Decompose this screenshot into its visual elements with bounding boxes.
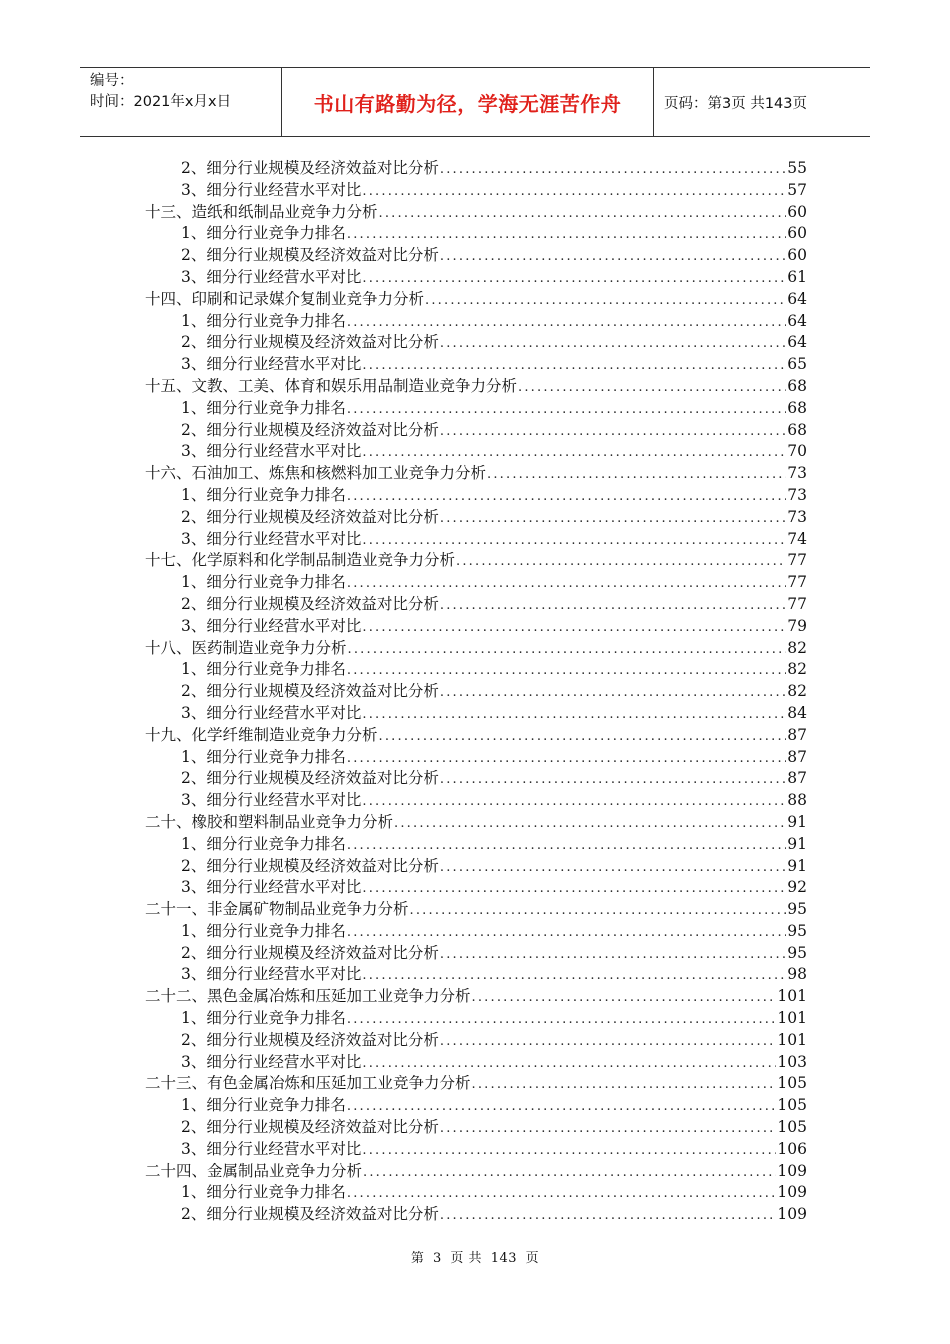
toc-page-number: 109 bbox=[777, 1183, 807, 1202]
toc-chapter-entry[interactable] bbox=[145, 376, 807, 398]
toc-entry-title: 十七、化学原料和化学制品制造业竞争力分析 bbox=[145, 551, 456, 570]
page-footer bbox=[0, 1247, 950, 1266]
toc-entry-title: 1、细分行业竞争力排名 bbox=[181, 311, 346, 330]
toc-page-number: 95 bbox=[787, 921, 807, 940]
toc-entry-title: 2、细分行业规模及经济效益对比分析 bbox=[181, 246, 439, 265]
toc-section-entry[interactable] bbox=[145, 158, 807, 180]
toc-dot-leader bbox=[410, 900, 787, 922]
toc-page-number: 60 bbox=[787, 202, 807, 221]
footer-total-pages: 143 bbox=[490, 1251, 518, 1266]
toc-page-number: 95 bbox=[787, 943, 807, 962]
toc-page-number: 70 bbox=[787, 442, 807, 461]
toc-entry-title: 2、细分行业规模及经济效益对比分析 bbox=[181, 159, 439, 177]
toc-dot-leader bbox=[362, 617, 786, 639]
toc-page-number: 87 bbox=[787, 725, 807, 744]
toc-chapter-entry[interactable] bbox=[145, 812, 807, 834]
toc-entry-title: 1、细分行业竞争力排名 bbox=[181, 921, 346, 940]
toc-page-number: 105 bbox=[777, 1118, 807, 1137]
toc-section-entry[interactable] bbox=[145, 180, 807, 202]
toc-section-entry[interactable] bbox=[145, 1008, 807, 1030]
toc-dot-leader bbox=[440, 333, 786, 355]
toc-page-number: 68 bbox=[787, 376, 807, 395]
toc-dot-leader bbox=[347, 835, 786, 857]
toc-page-number: 101 bbox=[777, 1030, 807, 1049]
toc-section-entry[interactable] bbox=[145, 529, 807, 551]
toc-dot-leader bbox=[425, 290, 786, 312]
toc-dot-leader bbox=[347, 1096, 777, 1118]
toc-entry-title: 二十三、有色金属冶炼和压延加工业竞争力分析 bbox=[145, 1074, 471, 1093]
footer-current-page: 3 bbox=[432, 1251, 442, 1266]
toc-dot-leader bbox=[362, 965, 786, 987]
toc-section-entry[interactable] bbox=[145, 267, 807, 289]
toc-dot-leader bbox=[362, 878, 786, 900]
toc-page-number: 105 bbox=[777, 1074, 807, 1093]
toc-section-entry[interactable] bbox=[145, 703, 807, 725]
toc-dot-leader bbox=[347, 224, 786, 246]
toc-entry-title: 2、细分行业规模及经济效益对比分析 bbox=[181, 682, 439, 701]
toc-chapter-entry[interactable] bbox=[145, 463, 807, 485]
toc-dot-leader bbox=[347, 486, 786, 508]
toc-section-entry[interactable] bbox=[145, 441, 807, 463]
toc-entry-title: 二十四、金属制品业竞争力分析 bbox=[145, 1161, 363, 1180]
toc-entry-title: 十四、印刷和记录媒介复制业竞争力分析 bbox=[145, 289, 425, 308]
toc-dot-leader bbox=[347, 573, 786, 595]
toc-dot-leader bbox=[347, 1009, 777, 1031]
toc-page-number: 101 bbox=[777, 987, 807, 1006]
toc-dot-leader bbox=[440, 857, 786, 879]
toc-entry-title: 1、细分行业竞争力排名 bbox=[181, 224, 346, 243]
toc-entry-title: 3、细分行业经营水平对比 bbox=[181, 267, 362, 286]
toc-page-number: 82 bbox=[787, 682, 807, 701]
toc-page-number: 82 bbox=[787, 638, 807, 657]
toc-entry-title: 3、细分行业经营水平对比 bbox=[181, 1052, 362, 1071]
toc-section-entry[interactable] bbox=[145, 311, 807, 333]
toc-section-entry[interactable] bbox=[145, 943, 807, 965]
toc-page-number: 64 bbox=[787, 333, 807, 352]
toc-entry-title: 二十一、非金属矿物制品业竞争力分析 bbox=[145, 900, 409, 919]
toc-chapter-entry[interactable] bbox=[145, 986, 807, 1008]
toc-section-entry[interactable] bbox=[145, 747, 807, 769]
toc-dot-leader bbox=[440, 159, 786, 181]
toc-section-entry[interactable] bbox=[145, 790, 807, 812]
toc-entry-title: 1、细分行业竞争力排名 bbox=[181, 747, 346, 766]
toc-entry-title: 1、细分行业竞争力排名 bbox=[181, 834, 346, 853]
toc-dot-leader bbox=[394, 813, 786, 835]
toc-page-number: 61 bbox=[787, 267, 807, 286]
toc-entry-title: 3、细分行业经营水平对比 bbox=[181, 878, 362, 897]
toc-dot-leader bbox=[362, 791, 786, 813]
toc-entry-title: 十八、医药制造业竞争力分析 bbox=[145, 638, 347, 657]
toc-page-number: 84 bbox=[787, 703, 807, 722]
toc-entry-title: 十六、石油加工、炼焦和核燃料加工业竞争力分析 bbox=[145, 464, 487, 483]
toc-dot-leader bbox=[347, 1183, 777, 1205]
toc-section-entry[interactable] bbox=[145, 659, 807, 681]
toc-dot-leader bbox=[347, 922, 786, 944]
toc-section-entry[interactable] bbox=[145, 572, 807, 594]
toc-section-entry[interactable] bbox=[145, 420, 807, 442]
toc-page-number: 77 bbox=[787, 573, 807, 592]
toc-entry-title: 1、细分行业竞争力排名 bbox=[181, 573, 346, 592]
toc-section-entry[interactable] bbox=[145, 1117, 807, 1139]
toc-entry-title: 二十二、黑色金属冶炼和压延加工业竞争力分析 bbox=[145, 987, 471, 1006]
toc-chapter-entry[interactable] bbox=[145, 638, 807, 660]
toc-chapter-entry[interactable] bbox=[145, 725, 807, 747]
toc-page-number: 57 bbox=[787, 180, 807, 199]
toc-section-entry[interactable] bbox=[145, 964, 807, 986]
toc-dot-leader bbox=[472, 987, 777, 1009]
toc-chapter-entry[interactable] bbox=[145, 550, 807, 572]
toc-chapter-entry[interactable] bbox=[145, 899, 807, 921]
table-of-contents bbox=[145, 158, 807, 1226]
toc-page-number: 68 bbox=[787, 398, 807, 417]
toc-section-entry[interactable] bbox=[145, 223, 807, 245]
toc-page-number: 65 bbox=[787, 355, 807, 374]
toc-entry-title: 3、细分行业经营水平对比 bbox=[181, 529, 362, 548]
toc-section-entry[interactable] bbox=[145, 1095, 807, 1117]
toc-dot-leader bbox=[363, 1162, 776, 1184]
toc-page-number: 109 bbox=[777, 1205, 807, 1224]
toc-dot-leader bbox=[440, 1118, 777, 1140]
toc-section-entry[interactable] bbox=[145, 1204, 807, 1226]
page-header bbox=[80, 67, 870, 137]
toc-dot-leader bbox=[362, 268, 786, 290]
toc-dot-leader bbox=[440, 769, 786, 791]
toc-entry-title: 1、细分行业竞争力排名 bbox=[181, 1183, 346, 1202]
toc-section-entry[interactable] bbox=[145, 354, 807, 376]
toc-section-entry[interactable] bbox=[145, 245, 807, 267]
toc-section-entry[interactable] bbox=[145, 332, 807, 354]
toc-entry-title: 2、细分行业规模及经济效益对比分析 bbox=[181, 856, 439, 875]
toc-entry-title: 3、细分行业经营水平对比 bbox=[181, 791, 362, 810]
toc-entry-title: 2、细分行业规模及经济效益对比分析 bbox=[181, 1030, 439, 1049]
toc-dot-leader bbox=[347, 312, 786, 334]
toc-dot-leader bbox=[440, 421, 786, 443]
toc-entry-title: 1、细分行业竞争力排名 bbox=[181, 1096, 346, 1115]
toc-dot-leader bbox=[440, 682, 786, 704]
date-label: 时间：2021年x月x日 bbox=[90, 94, 232, 110]
toc-dot-leader bbox=[440, 595, 786, 617]
toc-section-entry[interactable] bbox=[145, 768, 807, 790]
toc-page-number: 68 bbox=[787, 420, 807, 439]
toc-page-number: 103 bbox=[777, 1052, 807, 1071]
toc-page-number: 73 bbox=[787, 464, 807, 483]
toc-page-number: 60 bbox=[787, 224, 807, 243]
toc-page-number: 92 bbox=[787, 878, 807, 897]
toc-dot-leader bbox=[362, 1053, 776, 1075]
toc-dot-leader bbox=[362, 442, 786, 464]
toc-section-entry[interactable] bbox=[145, 1182, 807, 1204]
toc-dot-leader bbox=[456, 551, 786, 573]
toc-page-number: 55 bbox=[787, 159, 807, 177]
toc-entry-title: 3、细分行业经营水平对比 bbox=[181, 355, 362, 374]
toc-page-number: 98 bbox=[787, 965, 807, 984]
toc-entry-title: 2、细分行业规模及经济效益对比分析 bbox=[181, 420, 439, 439]
toc-chapter-entry[interactable] bbox=[145, 1161, 807, 1183]
toc-section-entry[interactable] bbox=[145, 398, 807, 420]
toc-dot-leader bbox=[440, 246, 786, 268]
toc-entry-title: 1、细分行业竞争力排名 bbox=[181, 485, 346, 504]
toc-dot-leader bbox=[379, 203, 787, 225]
toc-dot-leader bbox=[379, 726, 787, 748]
toc-entry-title: 2、细分行业规模及经济效益对比分析 bbox=[181, 333, 439, 352]
toc-entry-title: 3、细分行业经营水平对比 bbox=[181, 1139, 362, 1158]
toc-page-number: 73 bbox=[787, 485, 807, 504]
toc-section-entry[interactable] bbox=[145, 921, 807, 943]
toc-section-entry[interactable] bbox=[145, 485, 807, 507]
toc-entry-title: 2、细分行业规模及经济效益对比分析 bbox=[181, 1205, 439, 1224]
toc-dot-leader bbox=[362, 355, 786, 377]
toc-entry-title: 3、细分行业经营水平对比 bbox=[181, 180, 362, 199]
footer-suffix: 页 bbox=[525, 1251, 540, 1266]
toc-page-number: 109 bbox=[777, 1161, 807, 1180]
toc-entry-title: 十五、文教、工美、体育和娱乐用品制造业竞争力分析 bbox=[145, 376, 518, 395]
toc-entry-title: 二十、橡胶和塑料制品业竞争力分析 bbox=[145, 812, 394, 831]
toc-section-entry[interactable] bbox=[145, 594, 807, 616]
toc-entry-title: 2、细分行业规模及经济效益对比分析 bbox=[181, 943, 439, 962]
toc-dot-leader bbox=[362, 530, 786, 552]
toc-page-number: 88 bbox=[787, 791, 807, 810]
toc-chapter-entry[interactable] bbox=[145, 1073, 807, 1095]
footer-middle: 页 共 bbox=[450, 1251, 483, 1266]
toc-page-number: 64 bbox=[787, 311, 807, 330]
toc-entry-title: 1、细分行业竞争力排名 bbox=[181, 660, 346, 679]
toc-dot-leader bbox=[348, 639, 787, 661]
toc-dot-leader bbox=[472, 1074, 777, 1096]
toc-page-number: 101 bbox=[777, 1009, 807, 1028]
toc-section-entry[interactable] bbox=[145, 507, 807, 529]
toc-entry-title: 1、细分行业竞争力排名 bbox=[181, 398, 346, 417]
toc-dot-leader bbox=[440, 1031, 777, 1053]
toc-dot-leader bbox=[440, 1205, 777, 1227]
toc-entry-title: 2、细分行业规模及经济效益对比分析 bbox=[181, 769, 439, 788]
toc-page-number: 91 bbox=[787, 834, 807, 853]
toc-chapter-entry[interactable] bbox=[145, 202, 807, 224]
toc-dot-leader bbox=[487, 464, 786, 486]
toc-entry-title: 3、细分行业经营水平对比 bbox=[181, 965, 362, 984]
toc-section-entry[interactable] bbox=[145, 834, 807, 856]
toc-dot-leader bbox=[347, 399, 786, 421]
toc-entry-title: 2、细分行业规模及经济效益对比分析 bbox=[181, 507, 439, 526]
toc-entry-title: 3、细分行业经营水平对比 bbox=[181, 703, 362, 722]
toc-dot-leader bbox=[347, 660, 786, 682]
toc-section-entry[interactable] bbox=[145, 681, 807, 703]
toc-page-number: 91 bbox=[787, 856, 807, 875]
toc-page-number: 87 bbox=[787, 747, 807, 766]
toc-entry-title: 3、细分行业经营水平对比 bbox=[181, 442, 362, 461]
header-motto: 书山有路勤为径，学海无涯苦作舟 bbox=[282, 68, 654, 136]
toc-page-number: 91 bbox=[787, 812, 807, 831]
toc-page-number: 79 bbox=[787, 616, 807, 635]
toc-entry-title: 2、细分行业规模及经济效益对比分析 bbox=[181, 1118, 439, 1137]
toc-entry-title: 2、细分行业规模及经济效益对比分析 bbox=[181, 594, 439, 613]
toc-page-number: 73 bbox=[787, 507, 807, 526]
toc-chapter-entry[interactable] bbox=[145, 289, 807, 311]
header-meta bbox=[80, 68, 282, 136]
toc-section-entry[interactable] bbox=[145, 1052, 807, 1074]
toc-section-entry[interactable] bbox=[145, 856, 807, 878]
footer-prefix: 第 bbox=[410, 1251, 425, 1266]
header-page-info: 页码：第3页 共143页 bbox=[664, 95, 808, 112]
toc-entry-title: 十九、化学纤维制造业竞争力分析 bbox=[145, 725, 378, 744]
toc-section-entry[interactable] bbox=[145, 1030, 807, 1052]
toc-page-number: 82 bbox=[787, 660, 807, 679]
toc-dot-leader bbox=[347, 748, 786, 770]
toc-entry-title: 1、细分行业竞争力排名 bbox=[181, 1009, 346, 1028]
toc-entry-title: 3、细分行业经营水平对比 bbox=[181, 616, 362, 635]
toc-section-entry[interactable] bbox=[145, 616, 807, 638]
toc-page-number: 87 bbox=[787, 769, 807, 788]
toc-page-number: 64 bbox=[787, 289, 807, 308]
toc-page-number: 60 bbox=[787, 246, 807, 265]
toc-dot-leader bbox=[440, 508, 786, 530]
toc-page-number: 77 bbox=[787, 551, 807, 570]
toc-section-entry[interactable] bbox=[145, 1139, 807, 1161]
serial-label: 编号： bbox=[90, 73, 134, 89]
toc-page-number: 105 bbox=[777, 1096, 807, 1115]
toc-page-number: 95 bbox=[787, 900, 807, 919]
toc-dot-leader bbox=[440, 944, 786, 966]
toc-dot-leader bbox=[518, 377, 786, 399]
toc-dot-leader bbox=[362, 181, 786, 203]
toc-page-number: 74 bbox=[787, 529, 807, 548]
toc-dot-leader bbox=[362, 704, 786, 726]
toc-page-number: 77 bbox=[787, 594, 807, 613]
toc-entry-title: 十三、造纸和纸制品业竞争力分析 bbox=[145, 202, 378, 221]
toc-page-number: 106 bbox=[777, 1139, 807, 1158]
toc-dot-leader bbox=[362, 1140, 776, 1162]
toc-section-entry[interactable] bbox=[145, 877, 807, 899]
